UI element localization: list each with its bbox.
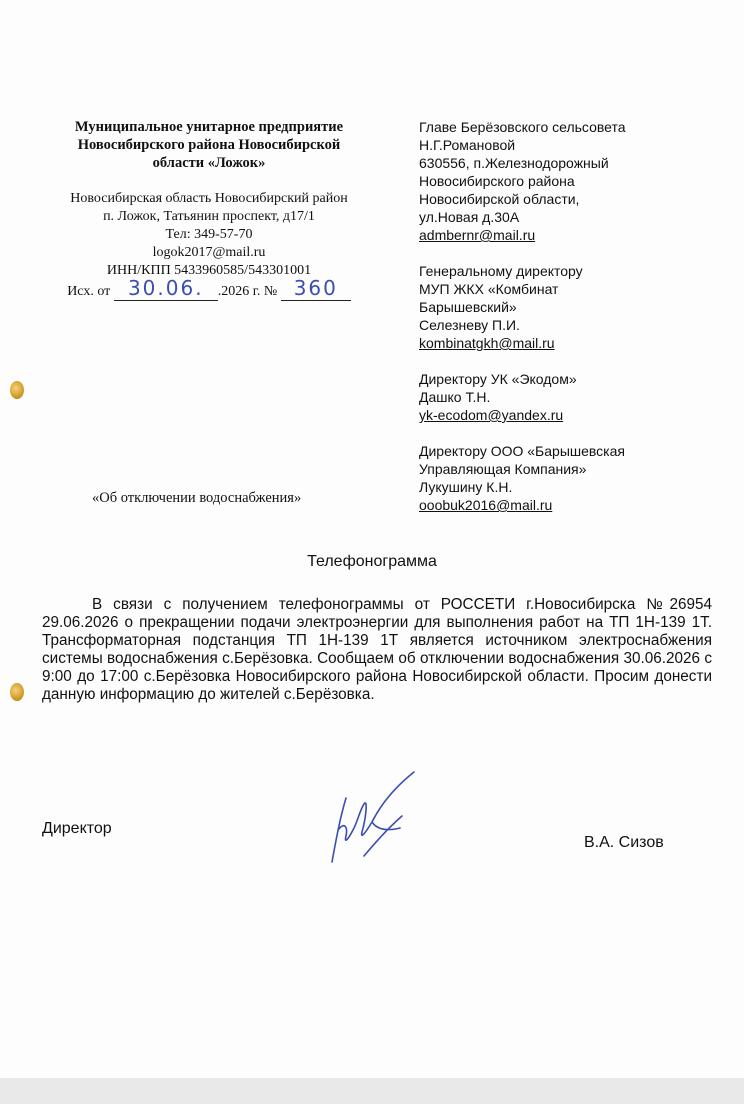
bottom-bar — [0, 1078, 744, 1104]
recipient-email[interactable]: yk-ecodom@yandex.ru — [419, 407, 564, 423]
recipient-line: Управляющая Компания» — [419, 461, 587, 477]
recipient-line: Директору ООО «Барышевская — [419, 443, 625, 459]
org-line: области «Ложок» — [152, 155, 266, 171]
sender-phone: Тел: 349-57-70 — [165, 227, 253, 242]
sender-block — [40, 118, 378, 301]
document-type-title: Телефонограмма — [307, 553, 437, 570]
recipient-line: Н.Г.Романовой — [419, 137, 516, 153]
recipient-3 — [419, 370, 729, 424]
recipient-line: Новосибирской области, — [419, 191, 580, 207]
letter-subject: «Об отключении водоснабжения» — [92, 490, 302, 506]
recipient-email[interactable]: kombinatgkh@mail.ru — [419, 335, 555, 351]
recipient-line: Селезневу П.И. — [419, 317, 520, 333]
recipient-line: Новосибирского района — [419, 173, 575, 189]
org-line: Муниципальное унитарное предприятие — [74, 119, 344, 135]
handwritten-signature — [318, 770, 428, 880]
ref-number-handwritten: 360 — [293, 276, 338, 300]
recipient-line: 630556, п.Железнодорожный — [419, 155, 609, 171]
recipient-line: Барышевский» — [419, 299, 517, 315]
ref-date-field — [114, 276, 218, 301]
recipient-4 — [419, 442, 729, 514]
recipient-2 — [419, 262, 729, 352]
recipient-email[interactable]: admbernr@mail.ru — [419, 227, 536, 243]
punch-hole-bottom — [10, 683, 24, 701]
recipient-email[interactable]: ooobuk2016@mail.ru — [419, 497, 553, 513]
sender-address — [40, 190, 378, 301]
sender-inn-kpp: ИНН/КПП 5433960585/543301001 — [106, 263, 312, 278]
recipient-line: Генеральному директору — [419, 263, 583, 279]
letter-body: В связи с получением телефонограммы от РОССЕТИ г.Новосибирска №26954 29.06.2026 о прекращении подачи электроэнергии для выполнения работ на ТП 1Н-139 1Т. Трансформаторная подстанция ТП 1Н-139 1Т является источником электроснабжения системы водоснабжения с.Берёзовка. Сообщаем об отключении водоснабжения 30.06.2026 с 9:00 до 17:00 с.Берёзовка Новосибирского района Новосибирской области. Просим донести данную информацию до жителей с.Берёзовка. — [42, 596, 712, 703]
recipient-line: Главе Берёзовского сельсовета — [419, 119, 626, 135]
org-line: Новосибирского района Новосибирской — [77, 137, 341, 153]
recipient-line: МУП ЖКХ «Комбинат — [419, 281, 559, 297]
outgoing-reference — [40, 276, 378, 301]
ref-prefix: Исх. от — [67, 284, 111, 299]
recipients-block — [419, 118, 729, 532]
address-line: Новосибирская область Новосибирский район — [70, 191, 348, 206]
sender-organization — [40, 118, 378, 172]
recipient-line: Лукушину К.Н. — [419, 479, 513, 495]
address-line: п. Ложок, Татьянин проспект, д17/1 — [103, 209, 315, 224]
sender-email: logok2017@mail.ru — [152, 245, 266, 260]
recipient-line: Дашко Т.Н. — [419, 389, 491, 405]
ref-year: .2026 г. № — [217, 284, 278, 299]
punch-hole-top — [10, 381, 24, 399]
signatory-name: В.А. Сизов — [584, 834, 664, 851]
signatory-title: Директор — [42, 820, 112, 837]
ref-date-handwritten: 30.06. — [127, 276, 204, 300]
ref-number-field — [281, 276, 351, 301]
recipient-line: ул.Новая д.30А — [419, 209, 520, 225]
recipient-1 — [419, 118, 729, 244]
recipient-line: Директору УК «Экодом» — [419, 371, 577, 387]
